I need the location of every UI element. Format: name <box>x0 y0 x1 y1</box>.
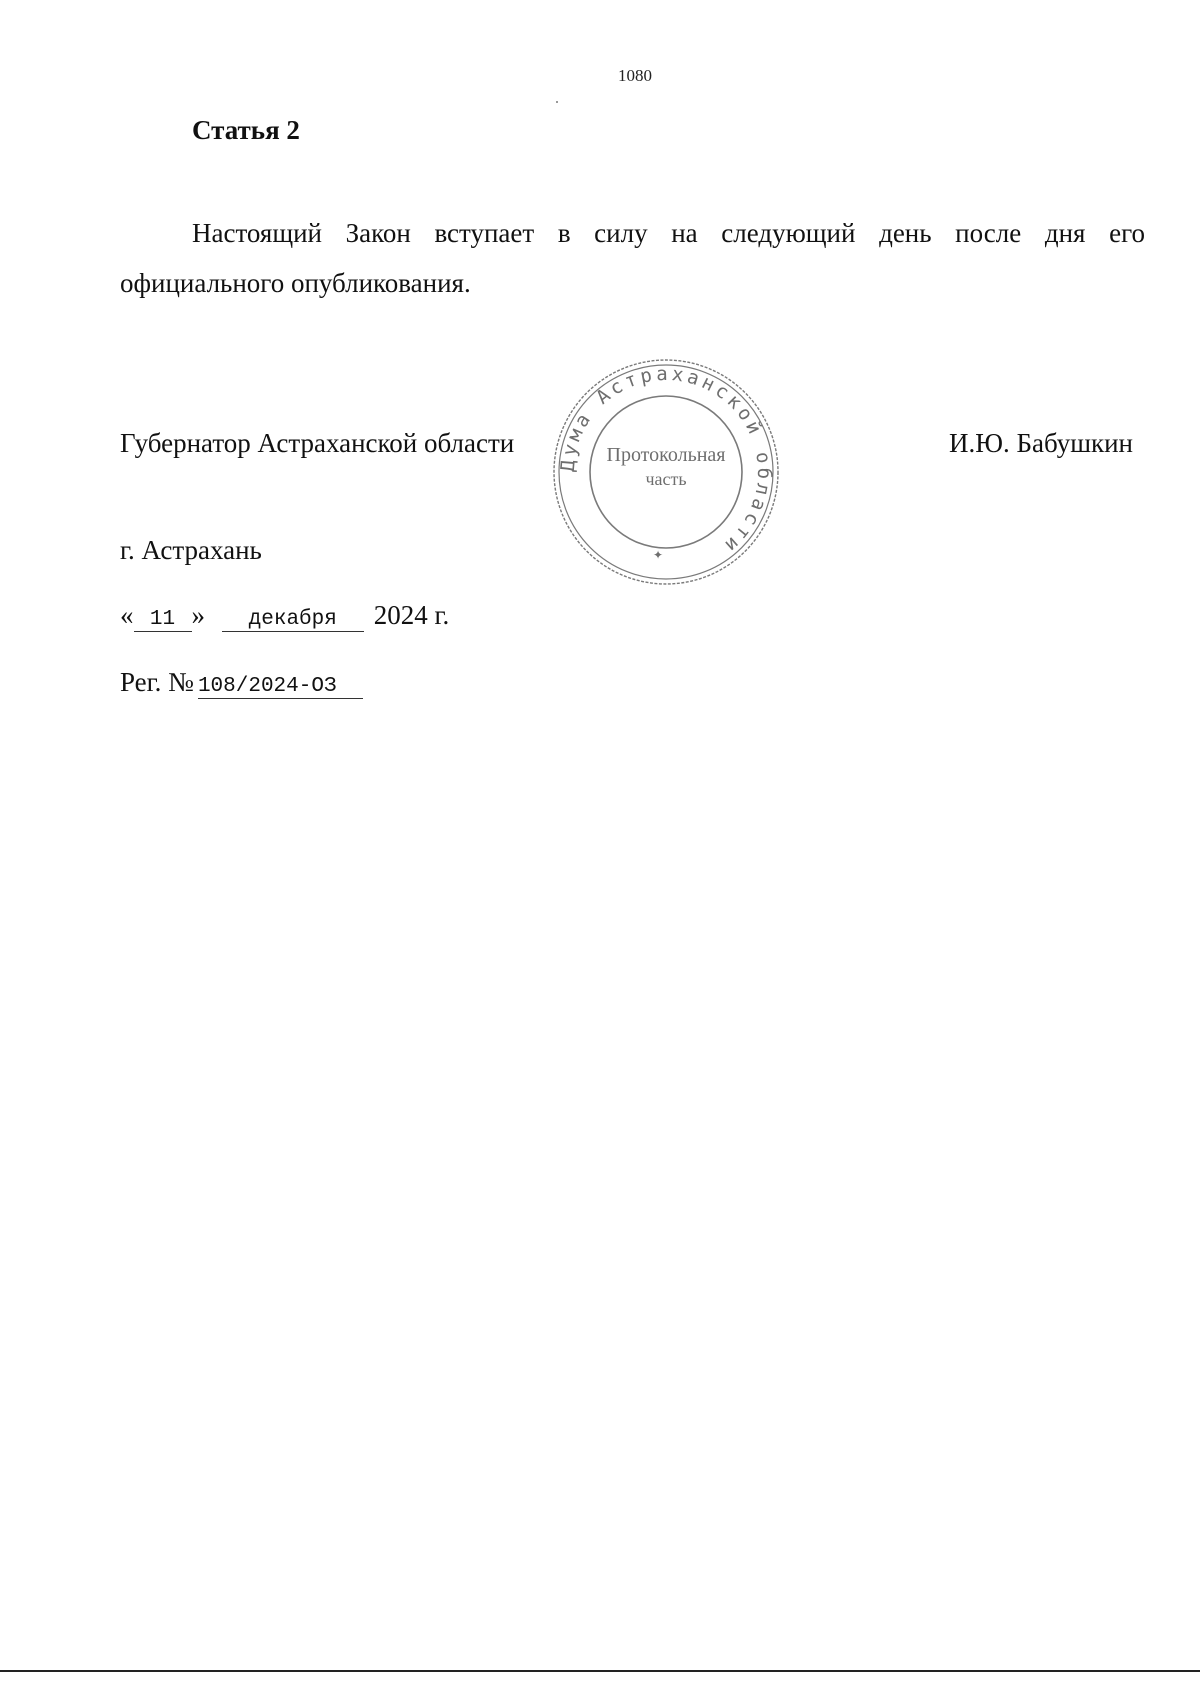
page-number: 1080 <box>618 66 652 85</box>
date-month: декабря <box>222 608 364 632</box>
article-text: Настоящий Закон вступает в силу на следующий день после дня его официального опубликования. <box>120 218 1145 298</box>
seal-star-icon: ✦ <box>653 548 664 562</box>
official-seal-stamp <box>551 357 781 587</box>
article-title: Статья 2 <box>192 115 300 145</box>
place-of-signing: г. Астрахань <box>120 535 262 565</box>
date-day: 11 <box>134 608 192 632</box>
registration-number: 108/2024-ОЗ <box>198 675 363 699</box>
signatory-position: Губернатор Астраханской области <box>120 428 515 458</box>
page-bottom-rule <box>0 1670 1200 1672</box>
seal-ring-text: Дума Астраханской области <box>556 362 776 559</box>
scan-speck <box>556 101 558 103</box>
date-open-quote: « <box>120 600 134 630</box>
signatory-name: И.Ю. Бабушкин <box>949 428 1134 458</box>
seal-center-line1: Протокольная <box>606 444 726 466</box>
seal-center-line2: часть <box>645 469 687 489</box>
date-close-quote: » <box>191 600 205 630</box>
registration-line <box>120 667 363 699</box>
date-line <box>120 600 449 632</box>
date-year: 2024 г. <box>373 600 450 630</box>
registration-label: Рег. № <box>120 667 194 697</box>
